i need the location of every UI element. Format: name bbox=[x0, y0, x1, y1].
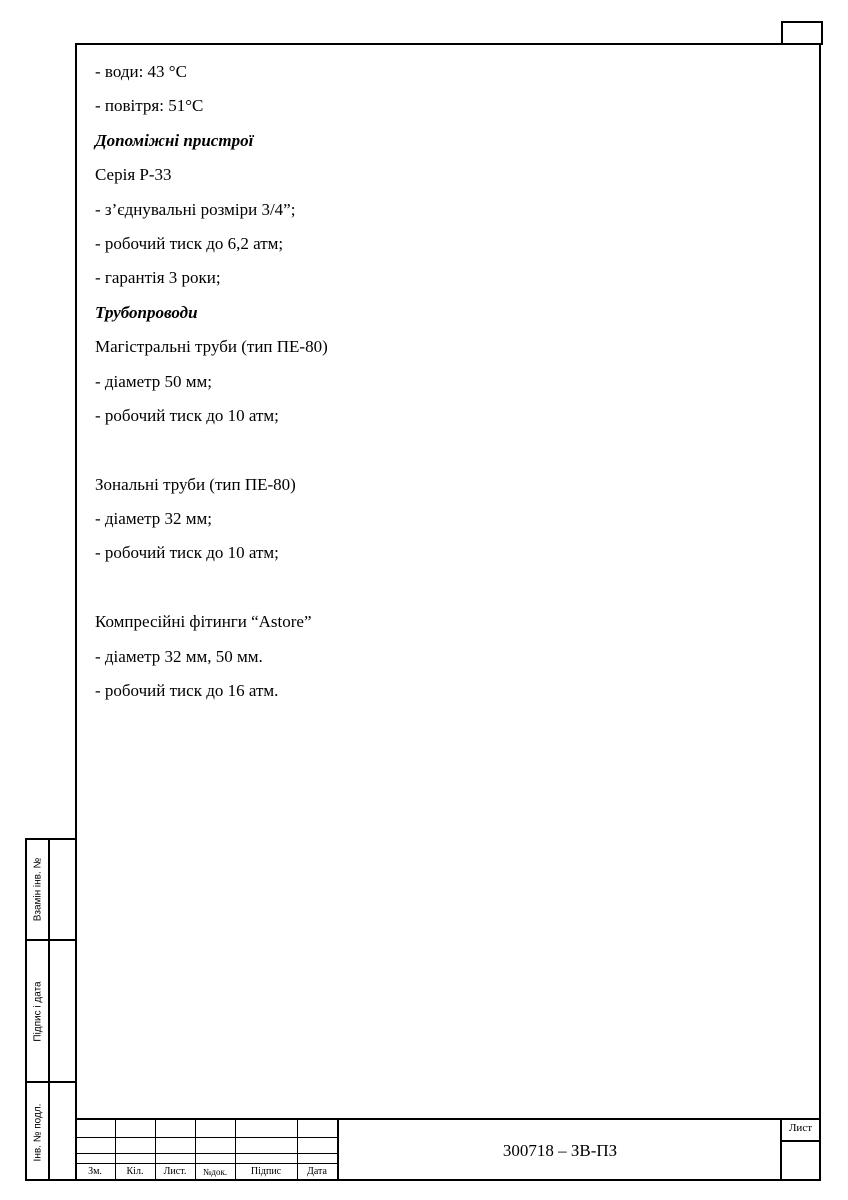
replaced-inv-label: Взамін інв. № bbox=[32, 857, 44, 922]
text-line: - діаметр 32 мм, 50 мм. bbox=[95, 646, 263, 666]
text-line: - діаметр 32 мм; bbox=[95, 509, 213, 529]
original-inv-label: Інв. № подл. bbox=[32, 1103, 44, 1161]
document-code: 300718 – ЗВ-ПЗ bbox=[502, 1140, 618, 1160]
text-line: - робочий тиск до 10 атм; bbox=[95, 405, 279, 425]
text-line: - гарантія 3 роки; bbox=[95, 268, 221, 288]
col-date: Дата bbox=[307, 1166, 327, 1177]
section-heading: Трубопроводи bbox=[95, 302, 198, 322]
title-block bbox=[75, 1118, 821, 1181]
text-line: - робочий тиск до 6,2 атм; bbox=[95, 233, 284, 253]
col-signature: Підпис bbox=[250, 1166, 282, 1177]
sheet-label: Лист bbox=[788, 1122, 813, 1134]
text-line: - води: 43 °C bbox=[95, 62, 187, 81]
document-body bbox=[95, 60, 795, 713]
text-line: - повітря: 51°C bbox=[95, 96, 204, 116]
text-line: Зональні труби (тип ПЕ-80) bbox=[95, 474, 296, 494]
col-count: Кіл. bbox=[126, 1166, 144, 1177]
blank-line bbox=[95, 438, 795, 472]
section-heading: Допоміжні пристрої bbox=[95, 130, 254, 150]
text-line: Серія P-33 bbox=[95, 165, 172, 185]
sheet-corner-tab bbox=[781, 21, 823, 45]
blank-line bbox=[95, 576, 795, 610]
signature-date-label: Підпис і дата bbox=[32, 980, 44, 1042]
text-line: - робочий тиск до 10 атм; bbox=[95, 543, 279, 563]
margin-stamp bbox=[25, 838, 75, 1181]
sheet-number-divider bbox=[781, 1140, 821, 1142]
col-doc-no: №док. bbox=[202, 1167, 228, 1177]
text-line: - з’єднувальні розміри 3/4”; bbox=[95, 199, 296, 219]
text-line: - робочий тиск до 16 атм. bbox=[95, 681, 279, 701]
col-sheet: Лист. bbox=[163, 1166, 187, 1177]
text-line: - діаметр 50 мм; bbox=[95, 371, 213, 391]
text-line: Магістральні труби (тип ПЕ-80) bbox=[95, 337, 328, 357]
margin-stamp-divider bbox=[48, 840, 50, 1179]
title-block-col-line bbox=[337, 1120, 339, 1181]
text-line: Компресійні фітинги “Astore” bbox=[95, 612, 312, 632]
col-change: Зм. bbox=[88, 1166, 102, 1177]
